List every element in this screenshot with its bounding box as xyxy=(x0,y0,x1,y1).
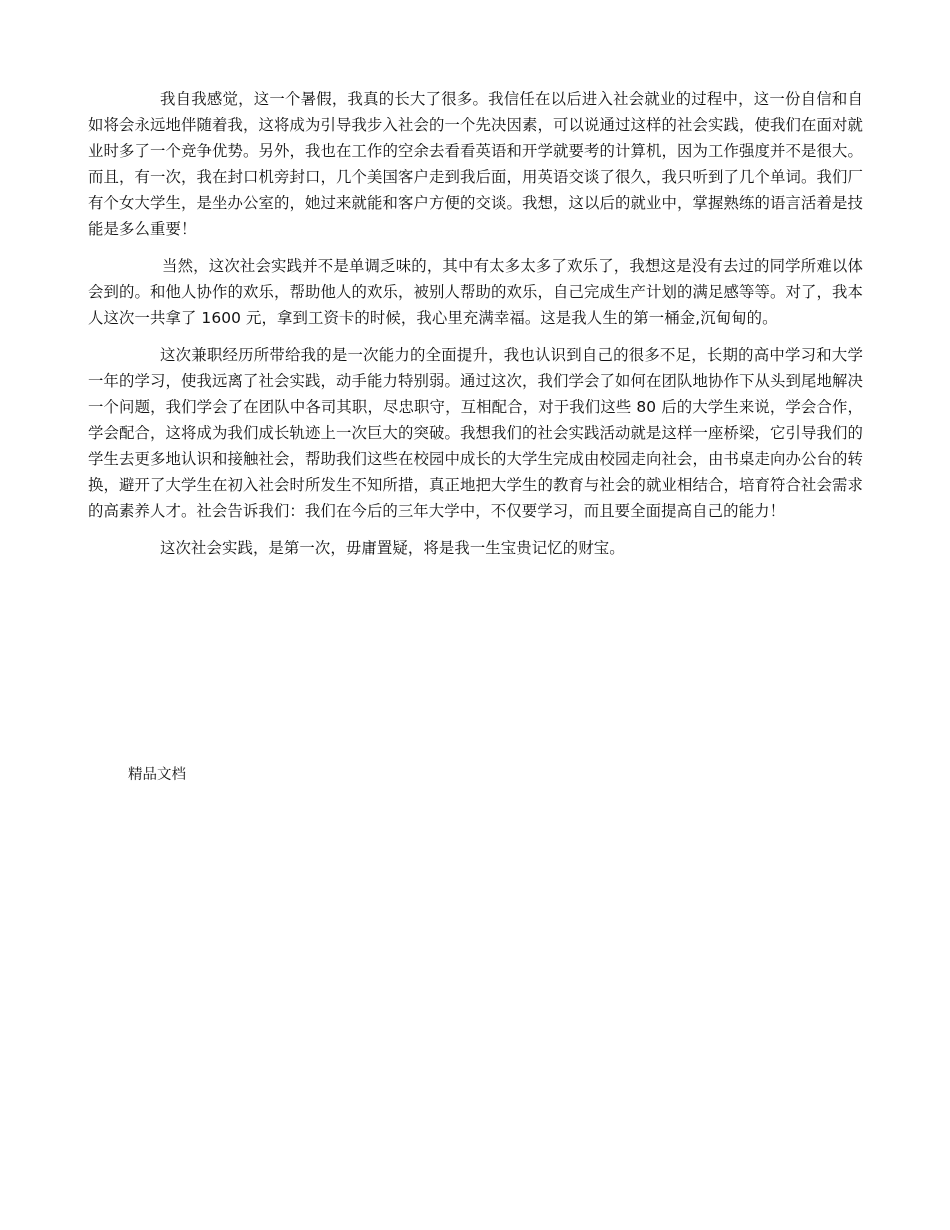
document-body xyxy=(88,86,863,572)
paragraph-2: 当然，这次社会实践并不是单调乏味的，其中有太多太多了欢乐了，我想这是没有去过的同学所难以体会到的。和他人协作的欢乐，帮助他人的欢乐，被别人帮助的欢乐，自己完成生产计划的满足感等等。对了，我本人这次一共拿了 1600 元，拿到工资卡的时候，我心里充满幸福。这是我人生的第一桶金,沉甸甸的。 xyxy=(88,257,863,327)
document-footer-label: 精品文档 xyxy=(128,767,186,783)
paragraph-4: 这次社会实践，是第一次，毋庸置疑，将是我一生宝贵记忆的财宝。 xyxy=(160,539,625,557)
paragraph-1: 我自我感觉，这一个暑假，我真的长大了很多。我信任在以后进入社会就业的过程中，这一份自信和自如将会永远地伴随着我，这将成为引导我步入社会的一个先决因素，可以说通过这样的社会实践，使我们在面对就业时多了一个竞争优势。另外，我也在工作的空余去看看英语和开学就要考的计算机，因为工作强度并不是很大。而且，有一次，我在封口机旁封口，几个美国客户走到我后面，用英语交谈了很久，我只听到了几个单词。我们厂有个女大学生，是坐办公室的，她过来就能和客户方便的交谈。我想，这以后的就业中，掌握熟练的语言活着是技能是多么重要！ xyxy=(88,90,863,238)
paragraph-3: 这次兼职经历所带给我的是一次能力的全面提升，我也认识到自己的很多不足，长期的高中学习和大学一年的学习，使我远离了社会实践，动手能力特别弱。通过这次，我们学会了如何在团队地协作下从头到尾地解决一个问题，我们学会了在团队中各司其职，尽忠职守，互相配合，对于我们这些 80 后的大学生来说，学会合作，学会配合，这将成为我们成长轨迹上一次巨大的突破。我想我们的社会实践活动就是这样一座桥梁，它引导我们的学生去更多地认识和接触社会，帮助我们这些在校园中成长的大学生完成由校园走向社会，由书桌走向办公台的转换，避开了大学生在初入社会时所发生不知所措，真正地把大学生的教育与社会的就业相结合，培育符合社会需求的高素养人才。社会告诉我们：我们在今后的三年大学中，不仅要学习，而且要全面提高自己的能力！ xyxy=(88,346,863,520)
